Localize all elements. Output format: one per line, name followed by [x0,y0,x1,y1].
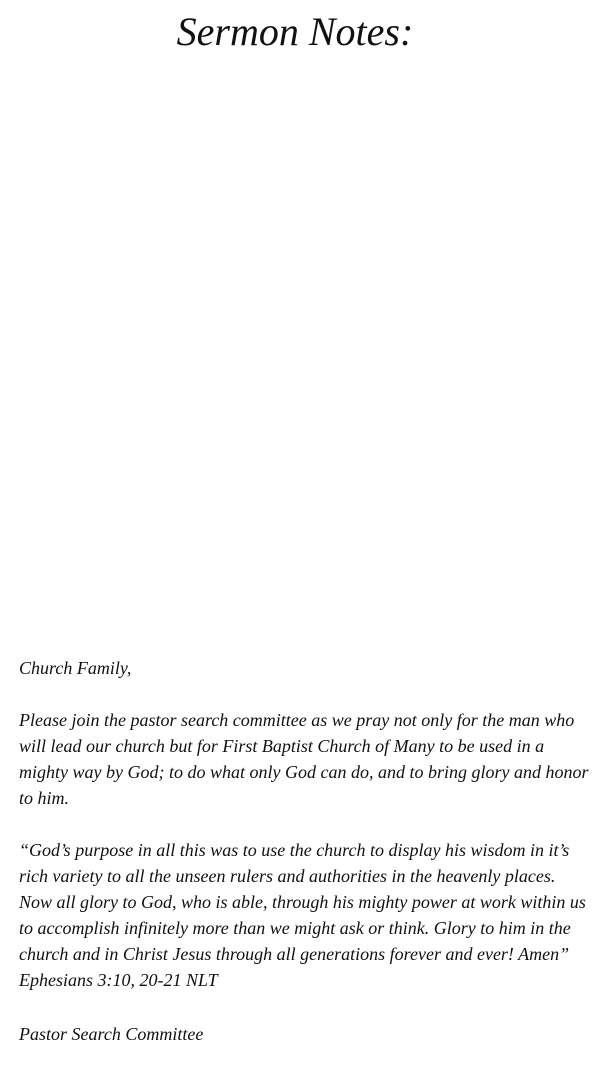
letter-body: Please join the pastor search committee as we pray not only for the man who will lead our church but for First Baptist Church of Many to be used in a mighty way by God; to do what only God can do, and to bring glory and honor to him. [19,710,589,808]
letter-signature: Pastor Search Committee [19,1024,204,1044]
letter-salutation: Church Family, [19,658,132,678]
scripture-quote: “God’s purpose in all this was to use the church to display his wisdom in it’s rich variety to all the unseen rulers and authorities in the heavenly places. Now all glory to God, who is able, through his mighty power at work within us to accomplish infinitely more than we might ask or think. Glory to him in the church and in Christ Jesus through all generations forever and ever! Amen” [19,840,586,964]
page-title: Sermon Notes: [176,9,414,54]
letter [19,655,589,1047]
scripture-reference: Ephesians 3:10, 20-21 NLT [19,970,218,990]
